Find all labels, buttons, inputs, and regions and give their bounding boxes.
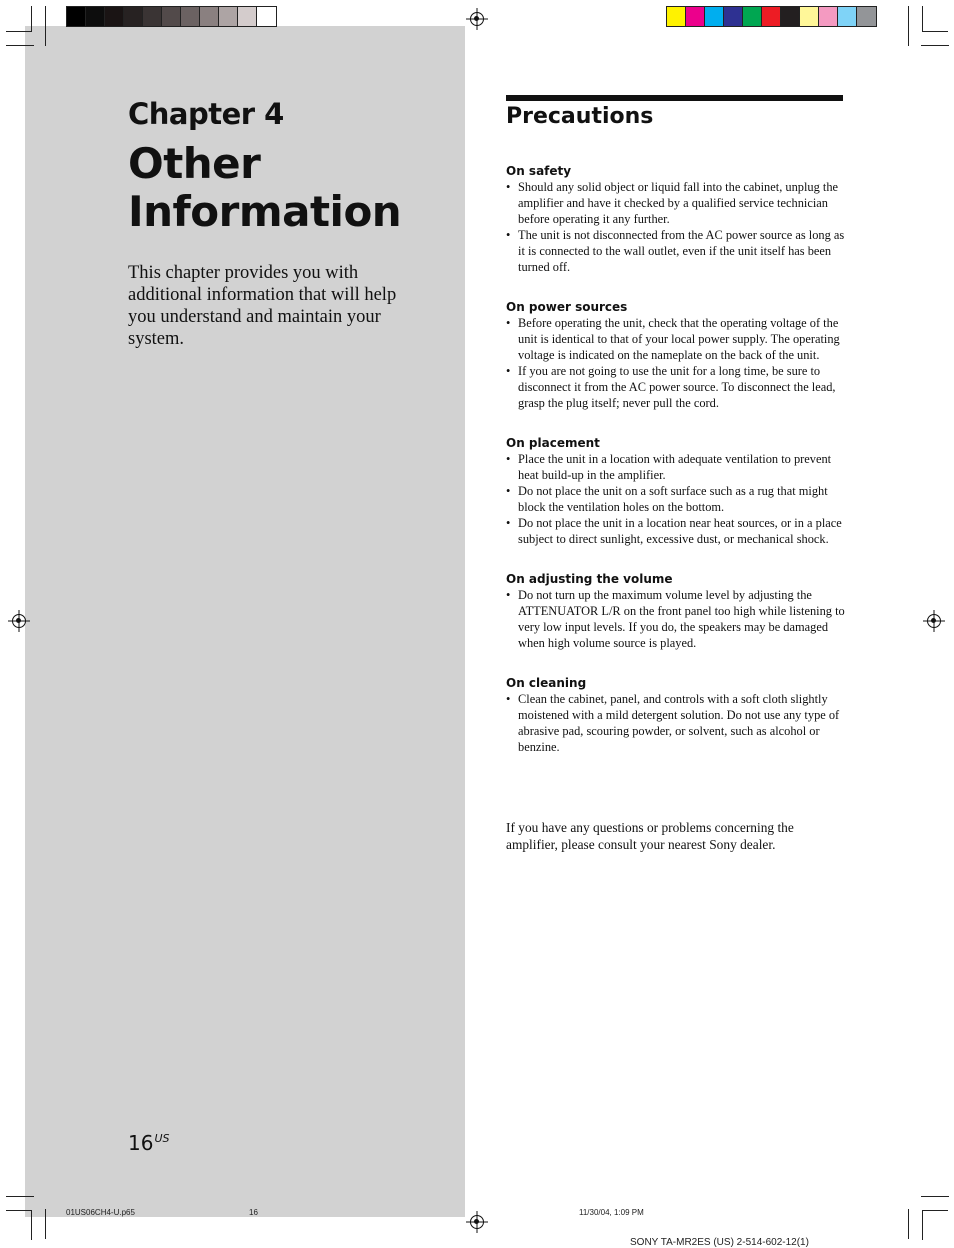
category-adjusting-volume <box>506 571 846 651</box>
grayscale-control-bar <box>66 6 277 27</box>
color-swatch <box>705 7 724 26</box>
list-item: • Do not place the unit in a location near heat sources, or in a place subject to direct sunlight, excessive dust, or mechanical shock. <box>506 516 842 546</box>
crop-mark <box>908 1209 909 1239</box>
section-rule <box>506 95 843 101</box>
list-item: • Before operating the unit, check that the operating voltage of the unit is identical to that of your local power supply. The operating voltage is indicated on the nameplate on the back of the unit. <box>506 316 840 362</box>
registration-mark-icon <box>470 12 484 26</box>
list-item: • Do not place the unit on a soft surface such as a rug that might block the ventilation holes on the bottom. <box>506 484 828 514</box>
color-swatch <box>857 7 876 26</box>
category-safety <box>506 163 846 275</box>
chapter-title: Other Information <box>128 139 402 236</box>
crop-mark <box>6 1210 32 1211</box>
category-heading: On safety <box>506 164 572 178</box>
list-item: • The unit is not disconnected from the AC power source as long as it is connected to the wall outlet, even if the unit itself has been turned off. <box>506 228 845 274</box>
list-item: • Should any solid object or liquid fall into the cabinet, unplug the amplifier and have it checked by a qualified service technician before operating it any further. <box>506 180 839 226</box>
category-power-sources <box>506 299 846 411</box>
page-number-suffix: US <box>154 1132 170 1145</box>
section-title: Precautions <box>506 104 654 129</box>
crop-mark <box>6 45 34 46</box>
color-swatch <box>200 7 219 26</box>
category-placement <box>506 435 846 547</box>
color-swatch <box>257 7 276 26</box>
color-swatch <box>219 7 238 26</box>
slug-file: 01US06CH4-U.p65 <box>66 1208 135 1217</box>
color-swatch <box>762 7 781 26</box>
closing-note: If you have any questions or problems concerning the amplifier, please consult your nearest Sony dealer. <box>506 820 794 852</box>
list-item-text: Do not turn up the maximum volume level by adjusting the ATTENUATOR L/R on the front panel too high while listening to very low input levels. If you do, the speakers may be damaged when high volume source is played. <box>518 588 845 650</box>
crop-mark <box>921 45 949 46</box>
page-number-value: 16 <box>128 1131 154 1155</box>
list-item-text: Should any solid object or liquid fall into the cabinet, unplug the amplifier and have it checked by a qualified service technician before operating it any further. <box>518 180 839 226</box>
list-item-text: The unit is not disconnected from the AC power source as long as it is connected to the wall outlet, even if the unit itself has been turned off. <box>518 228 845 274</box>
list-item-text: If you are not going to use the unit for a long time, be sure to disconnect it from the AC power source. To disconnect the lead, grasp the plug itself; never pull the cord. <box>518 364 836 410</box>
crop-mark <box>922 31 948 32</box>
color-swatch <box>162 7 181 26</box>
color-swatch <box>819 7 838 26</box>
category-heading: On placement <box>506 436 600 450</box>
crop-mark <box>921 1196 949 1197</box>
color-swatch <box>143 7 162 26</box>
crop-mark <box>31 1210 32 1240</box>
list-item: • Clean the cabinet, panel, and controls with a soft cloth slightly moistened with a mild detergent solution. Do not use any type of abrasive pad, scouring powder, or solvent, such as alcohol or benzine. <box>506 692 840 754</box>
crop-mark <box>922 1210 923 1240</box>
slug-model: SONY TA-MR2ES (US) 2-514-602-12(1) <box>630 1237 809 1248</box>
crop-mark <box>922 1210 948 1211</box>
precautions-list <box>506 163 846 755</box>
color-swatch <box>86 7 105 26</box>
color-swatch <box>838 7 857 26</box>
category-heading: On cleaning <box>506 676 587 690</box>
color-swatch <box>686 7 705 26</box>
registration-mark-icon <box>12 614 26 628</box>
chapter-intro: This chapter provides you with additional information that will help you understand and maintain your system. <box>128 263 397 349</box>
list-item: • If you are not going to use the unit for a long time, be sure to disconnect it from the AC power source. To disconnect the lead, grasp the plug itself; never pull the cord. <box>506 364 836 410</box>
color-swatch <box>181 7 200 26</box>
slug-date: 11/30/04, 1:09 PM <box>579 1208 644 1217</box>
list-item-text: Before operating the unit, check that the operating voltage of the unit is identical to that of your local power supply. The operating voltage is indicated on the nameplate on the back of the unit. <box>518 316 840 362</box>
page-number <box>128 1131 170 1155</box>
list-item-text: Clean the cabinet, panel, and controls with a soft cloth slightly moistened with a mild detergent solution. Do not use any type of abrasive pad, scouring powder, or solvent, such as alcohol or benzine. <box>518 692 840 754</box>
color-swatch <box>743 7 762 26</box>
list-item-text: Do not place the unit on a soft surface such as a rug that might block the ventilation holes on the bottom. <box>518 484 828 514</box>
crop-mark <box>922 6 923 32</box>
chapter-label: Chapter 4 <box>128 97 284 131</box>
color-control-bar <box>666 6 877 27</box>
color-swatch <box>781 7 800 26</box>
list-item-text: Place the unit in a location with adequate ventilation to prevent heat build-up in the amplifier. <box>518 452 832 482</box>
crop-mark <box>45 6 46 46</box>
color-swatch <box>800 7 819 26</box>
crop-mark <box>45 1209 46 1239</box>
registration-mark-icon <box>470 1215 484 1229</box>
registration-mark-icon <box>927 614 941 628</box>
crop-mark <box>6 1196 34 1197</box>
color-swatch <box>724 7 743 26</box>
category-heading: On adjusting the volume <box>506 572 673 586</box>
category-heading: On power sources <box>506 300 628 314</box>
list-item-text: Do not place the unit in a location near heat sources, or in a place subject to direct sunlight, excessive dust, or mechanical shock. <box>518 516 842 546</box>
color-swatch <box>124 7 143 26</box>
color-swatch <box>238 7 257 26</box>
slug-page: 16 <box>249 1208 258 1217</box>
category-cleaning <box>506 675 846 755</box>
crop-mark <box>6 31 32 32</box>
color-swatch <box>105 7 124 26</box>
color-swatch <box>67 7 86 26</box>
list-item: • Do not turn up the maximum volume level by adjusting the ATTENUATOR L/R on the front panel too high while listening to very low input levels. If you do, the speakers may be damaged when high volume source is played. <box>506 588 845 650</box>
crop-mark <box>908 6 909 46</box>
crop-mark <box>31 6 32 32</box>
color-swatch <box>667 7 686 26</box>
list-item: • Place the unit in a location with adequate ventilation to prevent heat build-up in the amplifier. <box>506 452 832 482</box>
